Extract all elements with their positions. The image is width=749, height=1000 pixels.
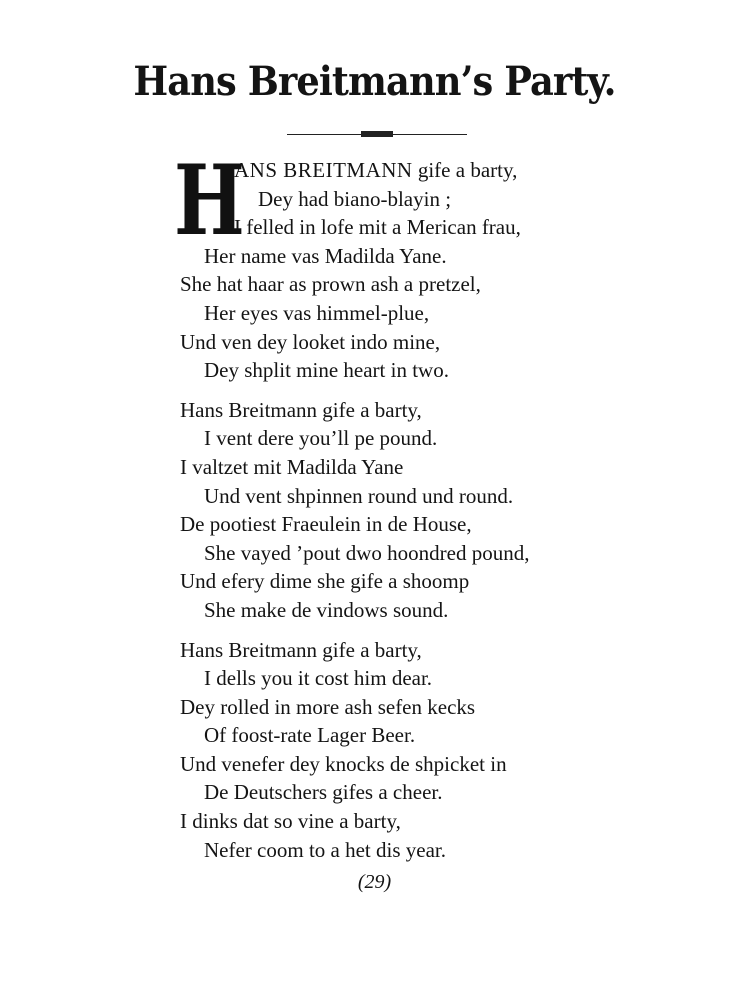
poem-line: She make de vindows sound. — [204, 597, 449, 622]
poem-line: Dey had biano-blayin ; — [258, 186, 452, 211]
poem-line: I dinks dat so vine a barty, — [180, 809, 401, 834]
poem-line: I vent dere you’ll pe pound. — [204, 426, 438, 451]
stanza-2 — [180, 396, 600, 625]
poem-line: Of foost-rate Lager Beer. — [204, 723, 416, 748]
poem-line: I felled in lofe mit a Merican frau, — [234, 215, 521, 240]
poem-line: Hans Breitmann gife a barty, — [180, 637, 422, 662]
poem-line: Nefer coom to a het dis year. — [204, 837, 446, 862]
poem-line: She vayed ’pout dwo hoondred pound, — [204, 540, 530, 565]
page-number: (29) — [357, 871, 392, 893]
poem-line: Dey shplit mine heart in two. — [204, 358, 449, 383]
poem-line: Dey rolled in more ash sefen kecks — [180, 694, 476, 719]
title-rule-ornament — [361, 131, 393, 137]
poem-line: De pootiest Fraeulein in de House, — [180, 512, 472, 537]
poem-line: Und vent shpinnen round und round. — [204, 483, 514, 508]
poem-body — [174, 144, 600, 875]
poem-line: Her eyes vas himmel-plue, — [204, 300, 430, 325]
poem-line: Her name vas Madilda Yane. — [204, 243, 447, 268]
poem-line: I dells you it cost him dear. — [204, 666, 433, 691]
poem-line: Hans Breitmann gife a barty, — [180, 397, 422, 422]
poem-title: Hans Breitmann’s Party. — [133, 58, 616, 105]
poem-line: Und venefer dey knocks de shpicket in — [180, 751, 507, 776]
poem-line: Und efery dime she gife a shoomp — [180, 569, 470, 594]
poem-line: Und ven dey looket indo mine, — [180, 329, 441, 354]
first-line-rest: gife a barty, — [412, 158, 518, 182]
drop-cap: H — [174, 144, 245, 257]
poem-line: I valtzet mit Madilda Yane — [180, 454, 404, 479]
first-words: ANS BREITMANN — [234, 158, 413, 182]
poem-line: De Deutschers gifes a cheer. — [204, 780, 443, 805]
stanza-3 — [180, 636, 600, 865]
poem-line: She hat haar as prown ash a pretzel, — [180, 272, 481, 297]
